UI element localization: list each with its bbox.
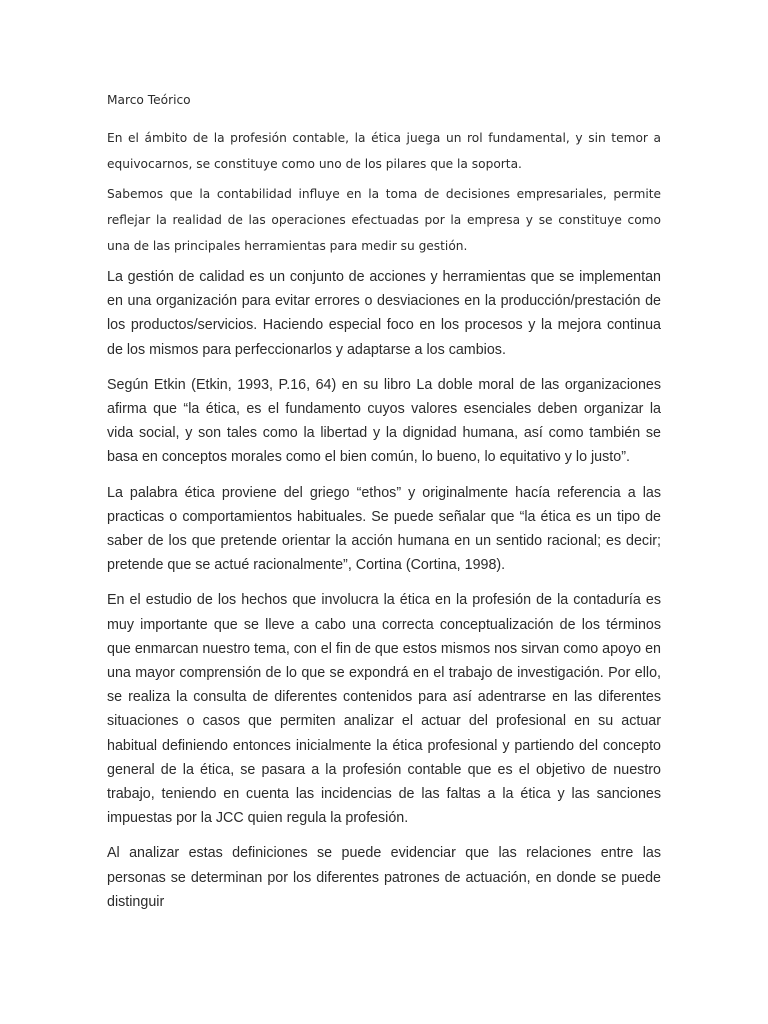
section-title: Marco Teórico [107, 93, 191, 107]
paragraph-7: Al analizar estas definiciones se puede evidenciar que las relaciones entre las personas se determinan por los diferentes patrones de actuación, en donde se puede distinguir [107, 845, 661, 910]
paragraph-4: Según Etkin (Etkin, 1993, P.16, 64) en su libro La doble moral de las organizaciones afirma que “la ética, es el fundamento cuyos valores esenciales deben organizar la vida social, y son tales como la libertad y la dignidad humana, así como también se basa en conceptos morales como el bien común, lo bueno, lo equitativo y lo justo”. [107, 376, 661, 466]
paragraph-1: En el ámbito de la profesión contable, la ética juega un rol fundamental, y sin temor a equivocarnos, se constituye como uno de los pilares que la soporta. [107, 131, 661, 171]
paragraph-2: Sabemos que la contabilidad influye en la toma de decisiones empresariales, permite reflejar la realidad de las operaciones efectuadas por la empresa y se constituye como una de las principales herramientas para medir su gestión. [107, 187, 661, 253]
document-body [107, 88, 661, 925]
paragraph-6: En el estudio de los hechos que involucra la ética en la profesión de la contaduría es muy importante que se lleve a cabo una correcta conceptualización de los términos que enmarcan nuestro tema, con el fin de que estos mismos nos sirvan como apoyo en una mayor comprensión de lo que se expondrá en el trabajo de investigación. Por ello, se realiza la consulta de diferentes contenidos para así adentrarse en las diferentes situaciones o casos que permiten analizar el actuar del profesional en su actuar habitual definiendo entonces inicialmente la ética profesional y partiendo del concepto general de la ética, se pasara a la profesión contable que es el objetivo de nuestro trabajo, teniendo en cuenta las incidencias de las faltas a la ética y las sanciones impuestas por la JCC quien regula la profesión. [107, 592, 661, 827]
paragraph-3: La gestión de calidad es un conjunto de acciones y herramientas que se implementan en una organización para evitar errores o desviaciones en la producción/prestación de los productos/servicios. Haciendo especial foco en los procesos y la mejora continua de los mismos para perfeccionarlos y adaptarse a los cambios. [107, 269, 661, 358]
paragraph-5: La palabra ética proviene del griego “ethos” y originalmente hacía referencia a las practicas o comportamientos habituales. Se puede señalar que “la ética es un tipo de saber de los que pretende orientar la acción humana en un sentido racional; es decir; pretende que se actué racionalmente”, Cortina (Cortina, 1998). [107, 484, 661, 574]
